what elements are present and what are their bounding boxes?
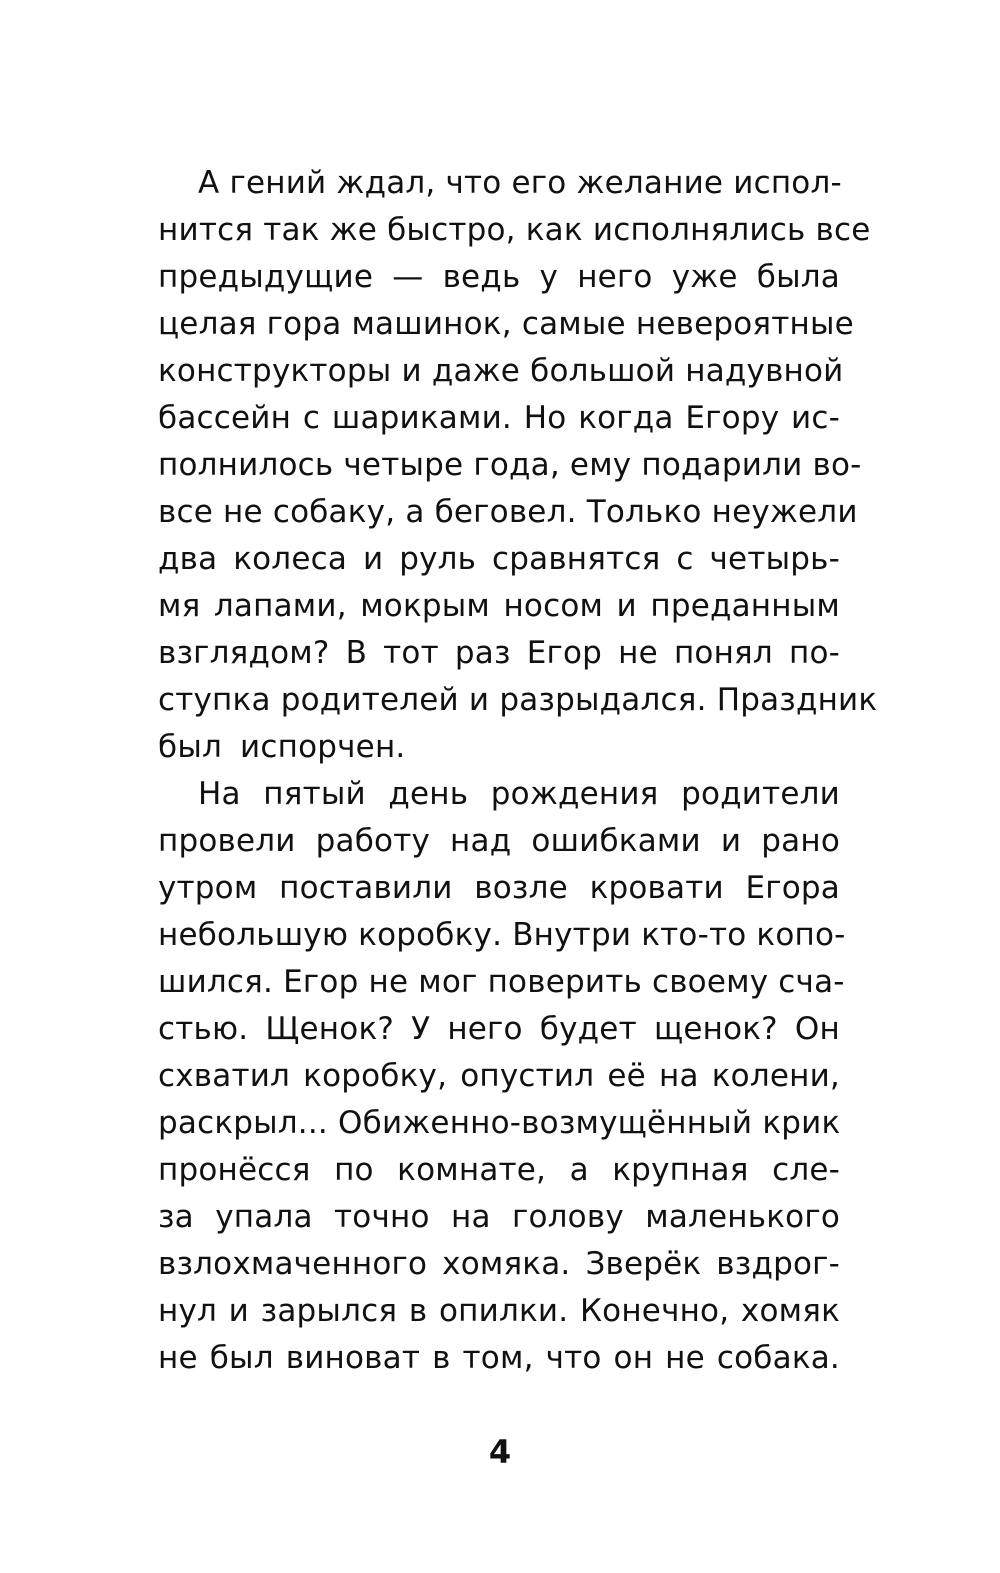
- text-line: шился. Егор не мог поверить своему сча-: [158, 964, 845, 1000]
- text-line: схватил коробку, опустил её на колени,: [158, 1058, 840, 1094]
- text-line: взглядом? В тот раз Егор не понял по-: [158, 635, 840, 671]
- paragraph-2: [158, 771, 846, 1382]
- text-line: А гений ждал, что его желание испол-: [198, 165, 842, 201]
- text-line: за упала точно на голову маленького: [158, 1199, 840, 1235]
- text-line: утром поставили возле кровати Егора: [158, 870, 840, 906]
- text-line: два колеса и руль сравнятся с четырь-: [158, 541, 840, 577]
- text-line: мя лапами, мокрым носом и преданным: [158, 588, 840, 624]
- text-line: На пятый день рождения родители: [198, 776, 840, 812]
- text-line: ступка родителей и разрыдался. Праздник: [158, 682, 878, 718]
- text-line: взлохмаченного хомяка. Зверёк вздрог-: [158, 1246, 840, 1282]
- text-line: стью. Щенок? У него будет щенок? Он: [158, 1011, 840, 1047]
- paragraph-1: [158, 160, 878, 771]
- text-line: конструкторы и даже большой надувной: [158, 353, 844, 389]
- text-line: провели работу над ошибками и рано: [158, 823, 840, 859]
- body-text: [158, 160, 878, 1382]
- text-line: нул и зарылся в опилки. Конечно, хомяк: [158, 1293, 840, 1329]
- text-line: раскрыл... Обиженно-возмущённый крик: [158, 1105, 841, 1141]
- text-line: бассейн с шариками. Но когда Егору ис-: [158, 400, 840, 436]
- text-line: нится так же быстро, как исполнялись все: [158, 212, 871, 248]
- text-line: полнилось четыре года, ему подарили во-: [158, 447, 862, 483]
- text-line: пронёсся по комнате, а крупная сле-: [158, 1152, 840, 1188]
- text-line: был испорчен.: [158, 729, 406, 765]
- text-line: целая гора машинок, самые невероятные: [158, 306, 854, 342]
- text-line: предыдущие — ведь у него уже была: [158, 259, 840, 295]
- text-line: небольшую коробку. Внутри кто-то копо-: [158, 917, 846, 953]
- text-line: все не собаку, а беговел. Только неужели: [158, 494, 858, 530]
- page-number: 4: [488, 1433, 512, 1471]
- text-line: не был виноват в том, что он не собака.: [158, 1340, 840, 1376]
